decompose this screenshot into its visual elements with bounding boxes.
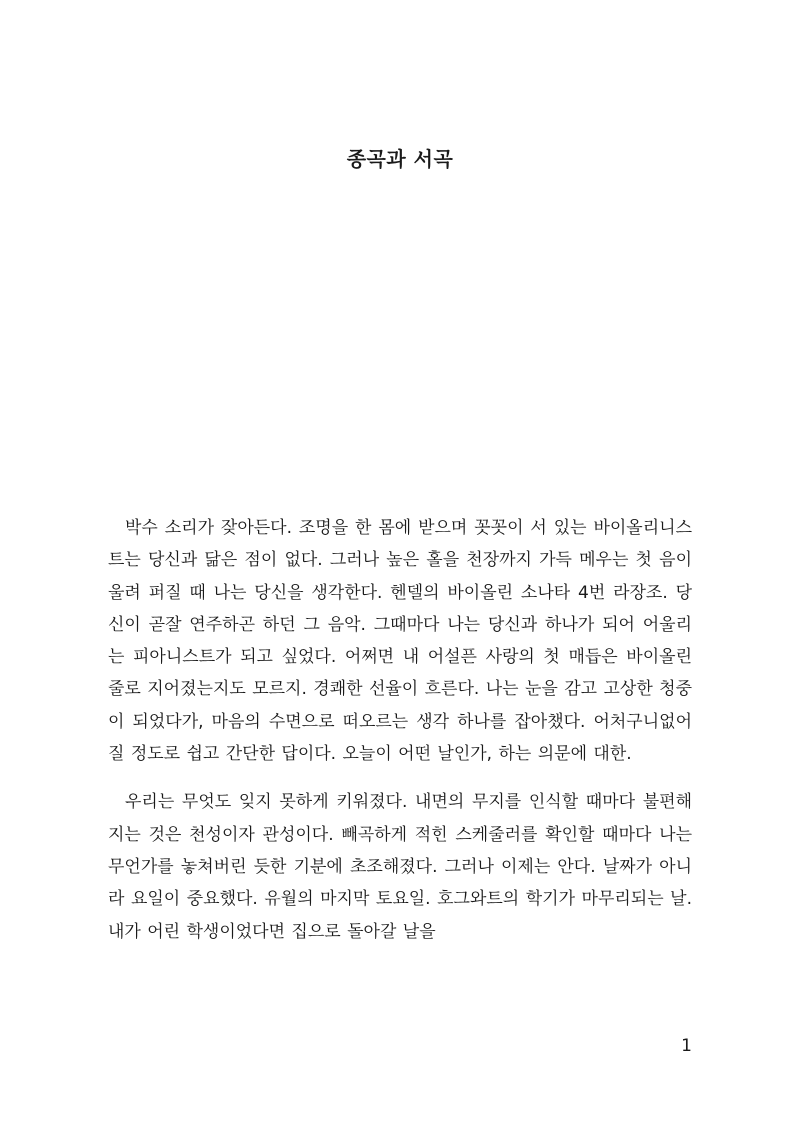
page-number: 1 <box>681 1036 692 1056</box>
paragraph-1: 박수 소리가 잦아든다. 조명을 한 몸에 받으며 꼿꼿이 서 있는 바이올리니스트는 당신과 닮은 점이 없다. 그러나 높은 홀을 천장까지 가득 메우는 첫 음이 울려 퍼질 때 나는 당신을 생각한다. 헨델의 바이올린 소나타 4번 라장조. 당신이 곧잘 연주하곤 하던 그 음악. 그때마다 나는 당신과 하나가 되어 어울리는 피아니스트가 되고 싶었다. 어쩌면 내 어설픈 사랑의 첫 매듭은 바이올린 줄로 지어졌는지도 모르지. 경쾌한 선율이 흐른다. 나는 눈을 감고 고상한 청중이 되었다가, 마음의 수면으로 떠오르는 생각 하나를 잡아챘다. 어처구니없어질 정도로 쉽고 간단한 답이다. 오늘이 어떤 날인가, 하는 의문에 대한. <box>108 518 692 765</box>
chapter-title: 종곡과 서곡 <box>346 147 454 171</box>
paragraph-2: 우리는 무엇도 잊지 못하게 키워졌다. 내면의 무지를 인식할 때마다 불편해지는 것은 천성이자 관성이다. 빼곡하게 적힌 스케줄러를 확인할 때마다 나는 무언가를 놓쳐버린 듯한 기분에 초조해졌다. 그러나 이제는 안다. 날짜가 아니라 요일이 중요했다. 유월의 마지막 토요일. 호그와트의 학기가 마무리되는 날. 내가 어린 학생이었다면 집으로 돌아갈 날을 <box>108 792 692 942</box>
body-text <box>108 512 692 948</box>
